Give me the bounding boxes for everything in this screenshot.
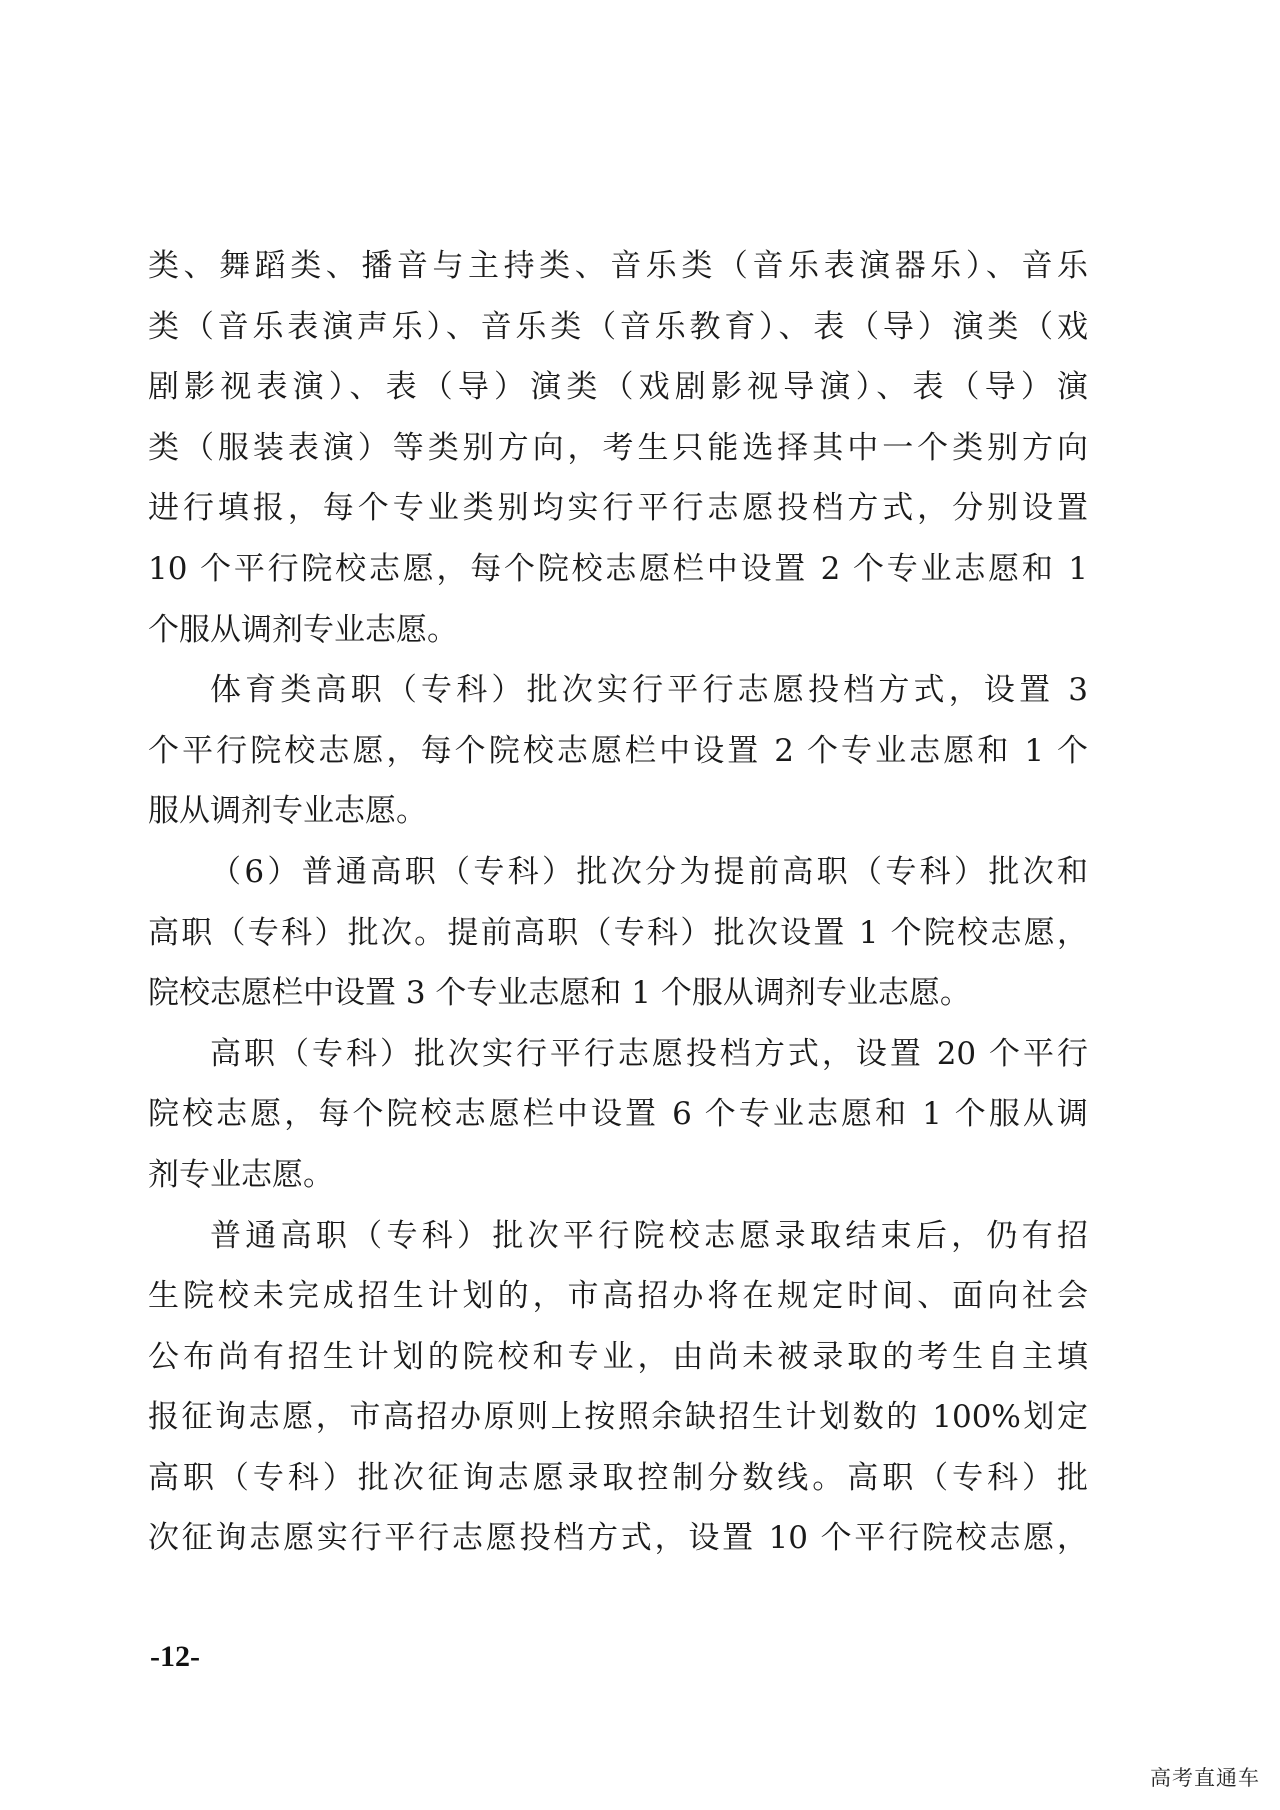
text-line: 个服从调剂专业志愿。	[148, 611, 458, 648]
text-line: 普通高职（专科）批次平行院校志愿录取结束后，仍有招	[210, 1217, 1088, 1254]
text-line: 高职（专科）批次征询志愿录取控制分数线。高职（专科）批	[148, 1459, 1088, 1496]
text-line: 个平行院校志愿，每个院校志愿栏中设置 2 个专业志愿和 1 个	[148, 732, 1088, 769]
watermark: 高考直通车	[1150, 1766, 1260, 1790]
text-line: 类（服装表演）等类别方向，考生只能选择其中一个类别方向	[148, 429, 1088, 466]
document-body	[148, 236, 1088, 1569]
text-line: 10 个平行院校志愿，每个院校志愿栏中设置 2 个专业志愿和 1	[148, 550, 1088, 587]
text-line: 报征询志愿，市高招办原则上按照余缺招生计划数的 100%划定	[148, 1399, 1088, 1436]
text-line: 生院校未完成招生计划的，市高招办将在规定时间、面向社会	[148, 1278, 1088, 1315]
page-number: -12-	[150, 1640, 200, 1673]
text-line: 服从调剂专业志愿。	[148, 793, 427, 830]
text-line: 次征询志愿实行平行志愿投档方式，设置 10 个平行院校志愿，	[148, 1520, 1088, 1557]
text-line: 院校志愿栏中设置 3 个专业志愿和 1 个服从调剂专业志愿。	[148, 975, 971, 1012]
text-line: 高职（专科）批次。提前高职（专科）批次设置 1 个院校志愿，	[148, 914, 1088, 951]
text-line: 剂专业志愿。	[148, 1156, 334, 1193]
text-line: 进行填报，每个专业类别均实行平行志愿投档方式，分别设置	[148, 490, 1088, 527]
text-line: 体育类高职（专科）批次实行平行志愿投档方式，设置 3	[210, 672, 1088, 709]
text-line: 高职（专科）批次实行平行志愿投档方式，设置 20 个平行	[210, 1035, 1088, 1072]
text-line: 类（音乐表演声乐）、音乐类（音乐教育）、表（导）演类（戏	[148, 308, 1088, 345]
text-line: 院校志愿，每个院校志愿栏中设置 6 个专业志愿和 1 个服从调	[148, 1096, 1088, 1133]
text-line: （6）普通高职（专科）批次分为提前高职（专科）批次和	[210, 853, 1088, 890]
text-line: 类、舞蹈类、播音与主持类、音乐类（音乐表演器乐）、音乐	[148, 248, 1088, 284]
text-line: 剧影视表演）、表（导）演类（戏剧影视导演）、表（导）演	[148, 369, 1088, 406]
text-line: 公布尚有招生计划的院校和专业，由尚未被录取的考生自主填	[148, 1338, 1088, 1375]
